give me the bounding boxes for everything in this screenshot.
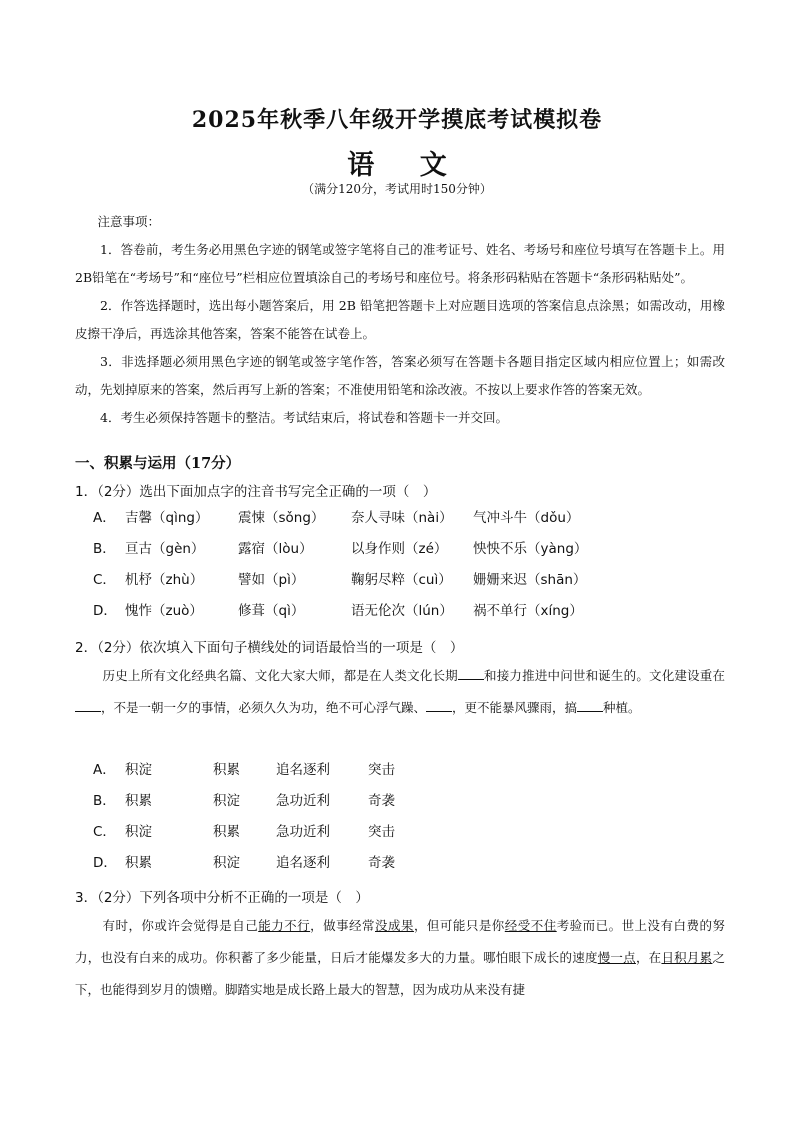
- q2-option-letter: D．: [93, 855, 117, 871]
- q2-option-letter: A．: [93, 762, 116, 778]
- q1-option-term: 鞠躬尽粹（cuì）: [351, 572, 452, 588]
- passage-text: ，做事经常: [310, 918, 376, 933]
- q1-option-b: [93, 534, 733, 565]
- question-1-options: [93, 503, 733, 627]
- q2-option-word: 突击: [368, 762, 395, 778]
- q2-option-d: [93, 848, 733, 879]
- q2-option-word: 奇袭: [368, 855, 395, 871]
- notes-block: [75, 208, 725, 432]
- q2-option-word: 积累: [213, 824, 240, 840]
- q1-option-term: 姗姗来迟（shān）: [473, 572, 587, 588]
- q1-option-term: 亘古（gèn）: [125, 541, 205, 557]
- q1-option-term: 祸不单行（xíng）: [473, 603, 583, 619]
- q2-option-word: 急功近利: [276, 824, 330, 840]
- q2-option-word: 追名逐利: [276, 762, 330, 778]
- q1-option-term: 机杼（zhù）: [125, 572, 204, 588]
- q1-option-term: 怏怏不乐（yàng）: [473, 541, 588, 557]
- exam-title: 2025年秋季八年级开学摸底考试模拟卷: [191, 107, 603, 133]
- fill-blank: [75, 699, 101, 712]
- underlined-phrase: 经受不住: [504, 918, 557, 933]
- q1-option-letter: C．: [93, 572, 116, 588]
- passage-text: 和接力推进中问世和诞生的。文化建设重在: [483, 668, 725, 683]
- q1-option-term: 譬如（pì）: [238, 572, 305, 588]
- q2-option-word: 突击: [368, 824, 395, 840]
- section-heading-1: 一、积累与运用（17分）: [75, 455, 241, 472]
- passage-text: ，不是一朝一夕的事情，必须久久为功，绝不可心浮气躁、: [101, 700, 427, 715]
- q2-option-letter: C．: [93, 824, 116, 840]
- question-3-passage: [75, 910, 725, 1006]
- note-item-2: 2．作答选择题时，选出每小题答案后，用 2B 铅笔把答题卡上对应题目选项的答案信息点涂黑；如需改动，用橡皮擦干净后，再选涂其他答案，答案不能答在试卷上。: [75, 298, 725, 341]
- underlined-phrase: 没成果: [375, 918, 414, 933]
- q1-option-term: 气冲斗牛（dǒu）: [473, 510, 580, 526]
- question-3-stem: 3．（2分）下列各项中分析不正确的一项是（ ）: [75, 890, 369, 906]
- q1-option-term: 修葺（qì）: [238, 603, 305, 619]
- question-1-stem: 1．（2分）选出下面加点字的注音书写完全正确的一项（ ）: [75, 484, 437, 500]
- note-item-1: 1．答卷前，考生务必用黑色字迹的钢笔或签字笔将自己的准考证号、姓名、考场号和座位号填写在答题卡上。用2B铅笔在“考场号”和“座位号”栏相应位置填涂自己的考场号和座位号。将条形码粘贴在答题卡“条形码粘贴处”。: [75, 242, 725, 285]
- q2-option-b: [93, 786, 733, 817]
- underlined-phrase: 慢一点: [597, 950, 636, 965]
- fill-blank: [458, 667, 484, 680]
- question-2-options: [93, 755, 733, 879]
- q1-option-term: 震悚（sǒng）: [238, 510, 325, 526]
- note-item-3: 3．非选择题必须用黑色字迹的钢笔或签字笔作答，答案必须写在答题卡各题目指定区域内相应位置上；如需改动，先划掉原来的答案，然后再写上新的答案；不准使用铅笔和涂改液。不按以上要求作答的答案无效。: [75, 354, 725, 397]
- passage-text: ，但可能只是你: [413, 918, 505, 933]
- question-2-stem: 2．（2分）依次填入下面句子横线处的词语最恰当的一项是（ ）: [75, 640, 464, 656]
- q2-option-c: [93, 817, 733, 848]
- q1-option-a: [93, 503, 733, 534]
- q2-option-word: 急功近利: [276, 793, 330, 809]
- note-item-4: 4．考生必须保持答题卡的整洁。考试结束后，将试卷和答题卡一并交回。: [100, 410, 508, 425]
- exam-subtitle: （满分120分，考试用时150分钟）: [302, 182, 492, 196]
- q1-option-d: [93, 596, 733, 627]
- q2-option-word: 追名逐利: [276, 855, 330, 871]
- notes-heading: 注意事项：: [97, 214, 161, 229]
- q2-option-word: 积累: [125, 793, 152, 809]
- q2-option-word: 积淀: [213, 793, 240, 809]
- q1-option-letter: B．: [93, 541, 116, 557]
- q1-option-letter: A．: [93, 510, 116, 526]
- q2-option-word: 积淀: [125, 762, 152, 778]
- question-2-passage: [75, 660, 725, 724]
- q1-option-term: 奈人寻味（nài）: [351, 510, 453, 526]
- passage-text: ，更不能暴风骤雨，搞: [452, 700, 578, 715]
- q1-option-term: 愧怍（zuò）: [125, 603, 203, 619]
- passage-text: 种植。: [603, 700, 641, 715]
- passage-text: ，在: [635, 950, 662, 965]
- passage-text: 有时，你或许会觉得是自己: [102, 918, 259, 933]
- q1-option-term: 吉馨（qìng）: [125, 510, 209, 526]
- q2-option-a: [93, 755, 733, 786]
- fill-blank: [577, 699, 603, 712]
- underlined-phrase: 能力不行: [258, 918, 311, 933]
- q1-option-term: 语无伦次（lún）: [351, 603, 453, 619]
- underlined-phrase: 日积月累: [661, 950, 713, 965]
- q2-option-word: 积累: [125, 855, 152, 871]
- q2-option-word: 奇袭: [368, 793, 395, 809]
- q2-option-word: 积淀: [213, 855, 240, 871]
- passage-text: 历史上所有文化经典名篇、文化大家大师，都是在人类文化长期: [102, 668, 458, 683]
- q1-option-term: 露宿（lòu）: [238, 541, 313, 557]
- q2-option-word: 积淀: [125, 824, 152, 840]
- q1-option-term: 以身作则（zé）: [351, 541, 448, 557]
- q2-option-letter: B．: [93, 793, 116, 809]
- q1-option-c: [93, 565, 733, 596]
- passage-text: 考验而已。世上没有白费的努力，也没有白来的成功。你积蓄了多少能量，日后才能爆发多大的力量。哪怕眼下成长的速度: [75, 918, 725, 965]
- q2-option-word: 积累: [213, 762, 240, 778]
- subject-title: 语 文: [347, 150, 465, 181]
- passage-text: 之下，也能得到岁月的馈赠。脚踏实地是成长路上最大的智慧，因为成功从来没有捷: [75, 950, 725, 997]
- q1-option-letter: D．: [93, 603, 117, 619]
- fill-blank: [426, 699, 452, 712]
